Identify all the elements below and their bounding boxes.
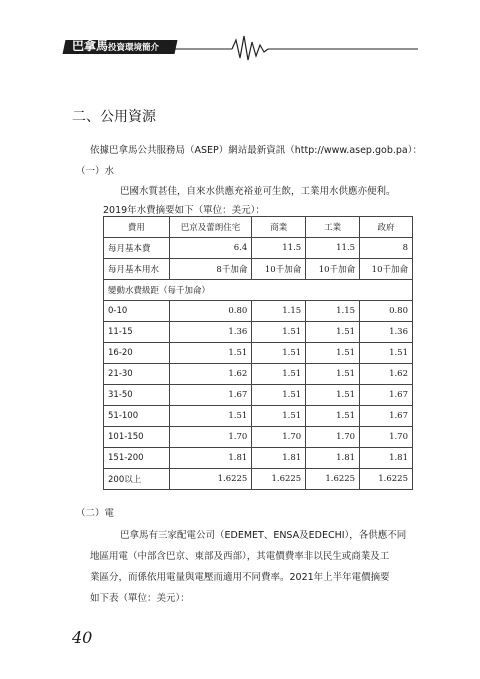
table-row-label: 200以上 — [104, 469, 170, 490]
heartbeat-line-icon — [232, 36, 268, 60]
table-cell: 1.67 — [169, 385, 252, 406]
table-row-label: 31-50 — [104, 385, 170, 406]
table-cell: 1.62 — [169, 364, 252, 385]
table-row — [104, 385, 413, 406]
table-header-cell: 商業 — [252, 217, 306, 238]
header-decoration — [0, 0, 480, 70]
water-heading: （一）水 — [76, 166, 115, 177]
table-row — [104, 406, 413, 427]
table-cell: 1.70 — [169, 427, 252, 448]
table-cell: 1.67 — [360, 385, 413, 406]
table-cell: 1.81 — [252, 448, 306, 469]
table-row-label: 11-15 — [104, 322, 170, 343]
header-title-sub: 投資環境簡介 — [108, 43, 160, 53]
table-row — [104, 448, 413, 469]
table-cell: 1.6225 — [252, 469, 306, 490]
table-cell: 11.5 — [306, 238, 360, 259]
table-cell: 1.51 — [306, 406, 360, 427]
table-row — [104, 322, 413, 343]
table-row-label: 151-200 — [104, 448, 170, 469]
table-cell: 10千加侖 — [252, 259, 306, 280]
table-cell: 1.51 — [252, 343, 306, 364]
table-cell: 1.81 — [306, 448, 360, 469]
table-cell: 1.15 — [306, 301, 360, 322]
table-cell: 1.6225 — [169, 469, 252, 490]
table-cell: 1.70 — [306, 427, 360, 448]
table-cell: 1.51 — [252, 322, 306, 343]
table-cell: 8 — [360, 238, 413, 259]
table-header-row — [104, 217, 413, 238]
table-header-cell: 政府 — [360, 217, 413, 238]
table-cell: 6.4 — [169, 238, 252, 259]
table-cell: 1.81 — [360, 448, 413, 469]
table-cell: 1.51 — [169, 343, 252, 364]
table-cell: 1.67 — [360, 406, 413, 427]
tier-section-label: 變動水費級距（每千加侖） — [104, 280, 413, 301]
table-row — [104, 364, 413, 385]
table-cell: 1.6225 — [360, 469, 413, 490]
table-cell: 10千加侖 — [360, 259, 413, 280]
water-description: 巴國水質甚佳，自來水供應充裕並可生飲，工業用水供應亦便利。 — [120, 186, 396, 197]
table-header-cell: 費用 — [104, 217, 170, 238]
table-row — [104, 259, 413, 280]
water-table-caption: 2019年水費摘要如下（單位：美元）： — [103, 205, 265, 216]
table-cell: 1.51 — [252, 364, 306, 385]
electricity-line-2: 地區用電（中部含巴京、東部及西部），其電價費率非以民生或商業及工 — [90, 551, 390, 562]
table-cell: 1.70 — [360, 427, 413, 448]
electricity-line-1: 巴拿馬有三家配電公司（EDEMET、ENSA及EDECHI），各供應不同 — [120, 530, 407, 541]
table-cell: 1.51 — [169, 406, 252, 427]
table-cell: 1.36 — [169, 322, 252, 343]
table-header-cell: 巴京及蕾朗住宅 — [169, 217, 252, 238]
water-table-body — [104, 238, 413, 490]
table-header-cell: 工業 — [306, 217, 360, 238]
page-number: 40 — [72, 628, 93, 647]
header-title — [72, 38, 159, 54]
electricity-line-3: 業區分，而係依用電量與電壓而適用不同費率。2021年上半年電價摘要 — [90, 572, 390, 583]
table-cell: 1.70 — [252, 427, 306, 448]
water-rate-table — [103, 216, 413, 490]
page-header — [0, 0, 480, 70]
table-cell: 1.51 — [252, 406, 306, 427]
table-row-label: 0-10 — [104, 301, 170, 322]
table-cell: 1.51 — [306, 385, 360, 406]
electricity-line-4: 如下表（單位：美元）： — [90, 593, 190, 604]
table-row — [104, 280, 413, 301]
table-row-label: 每月基本用水 — [104, 259, 170, 280]
table-row — [104, 427, 413, 448]
table-cell: 1.51 — [252, 385, 306, 406]
table-row-label: 101-150 — [104, 427, 170, 448]
table-cell: 10千加侖 — [306, 259, 360, 280]
table-row-label: 51-100 — [104, 406, 170, 427]
table-cell: 1.36 — [360, 322, 413, 343]
table-cell: 11.5 — [252, 238, 306, 259]
electricity-heading: （二）電 — [76, 508, 115, 519]
table-row — [104, 238, 413, 259]
table-cell: 1.51 — [306, 343, 360, 364]
table-cell: 8千加侖 — [169, 259, 252, 280]
table-row — [104, 301, 413, 322]
table-row-label: 16-20 — [104, 343, 170, 364]
table-cell: 0.80 — [169, 301, 252, 322]
table-row-label: 21-30 — [104, 364, 170, 385]
table-cell: 1.62 — [360, 364, 413, 385]
table-cell: 1.51 — [306, 322, 360, 343]
table-row — [104, 469, 413, 490]
section-heading: 二、公用資源 — [72, 109, 156, 125]
header-title-main: 巴拿馬 — [72, 39, 109, 53]
table-cell: 1.81 — [169, 448, 252, 469]
table-cell: 0.80 — [360, 301, 413, 322]
table-row-label: 每月基本費 — [104, 238, 170, 259]
table-cell: 1.15 — [252, 301, 306, 322]
table-cell: 1.51 — [306, 364, 360, 385]
table-cell: 1.51 — [360, 343, 413, 364]
table-row — [104, 343, 413, 364]
section-intro: 依據巴拿馬公共服務局（ASEP）網站最新資訊（http://www.asep.gob.pa）： — [90, 145, 422, 156]
table-cell: 1.6225 — [306, 469, 360, 490]
